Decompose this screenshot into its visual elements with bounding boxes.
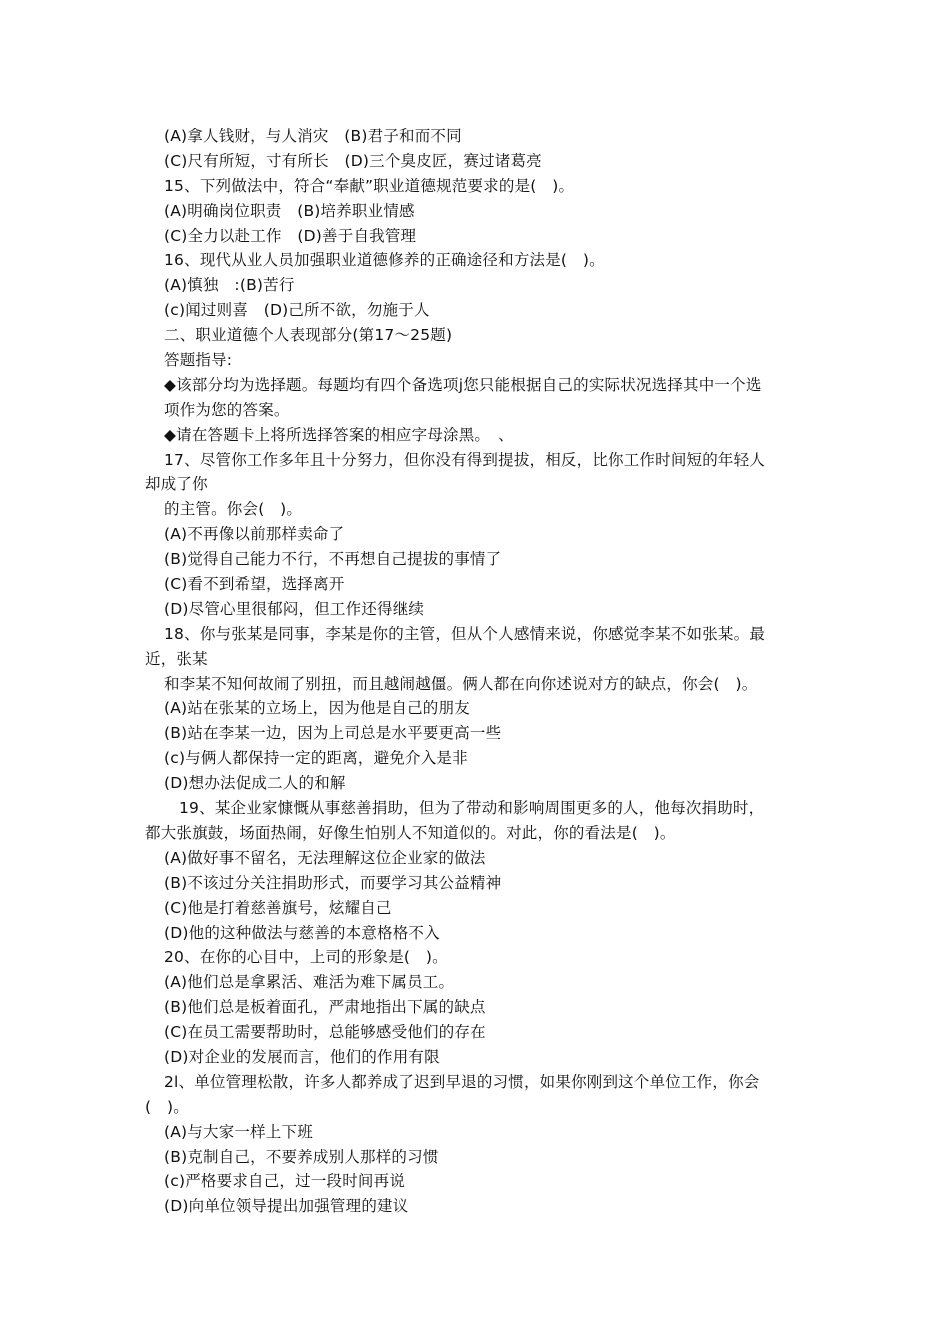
answer-line: (D)想办法促成二人的和解 [164, 774, 346, 793]
answer-line: (c)闻过则喜 (D)己所不欲，勿施于人 [164, 301, 430, 320]
answer-line: (B)站在李某一边，因为上司总是水平要更高一些 [164, 724, 502, 743]
question-17-cont: 的主管。你会( )。 [164, 500, 303, 519]
instruction-line: ◆该部分均为选择题。每题均有四个备选项j您只能根据自己的实际状况选择其中一个选 [164, 375, 762, 394]
answer-line: (D)向单位领导提出加强管理的建议 [164, 1197, 409, 1216]
answer-line: (c)严格要求自己，过一段时间再说 [164, 1172, 406, 1191]
answer-line: (C)看不到希望，选择离开 [164, 575, 345, 594]
question-18: 18、你与张某是同事，李某是你的主管，但从个人感情来说，你感觉李某不如张某。最 [164, 624, 766, 643]
instruction-line: ◆请在答题卡上将所选择答案的相应字母涂黑。 、 [164, 425, 514, 444]
instructions-heading: 答题指导: [164, 351, 233, 370]
answer-line: (c)与俩人都保持一定的距离，避免介入是非 [164, 749, 468, 768]
answer-line: (A)站在张某的立场上，因为他是自己的朋友 [164, 699, 470, 718]
answer-line: (A)不再像以前那样卖命了 [164, 525, 345, 544]
answer-line: (A)慎独 :(B)苦行 [164, 276, 295, 295]
question-15: 15、下列做法中，符合“奉献”职业道德规范要求的是( )。 [164, 176, 575, 195]
answer-line: (C)全力以赴工作 (D)善于自我管理 [164, 226, 417, 245]
answer-line: (D)他的这种做法与慈善的本意格格不入 [164, 923, 440, 942]
question-21-cont: ( )。 [145, 1097, 189, 1116]
answer-line: (C)他是打着慈善旗号，炫耀自己 [164, 898, 392, 917]
instruction-line: 项作为您的答案。 [164, 400, 290, 419]
section-heading: 二、职业道德个人表现部分(第17～25题) [164, 326, 453, 345]
answer-line: (C)在员工需要帮助时，总能够感受他们的存在 [164, 1023, 486, 1042]
question-17: 17、尽管你工作多年且十分努力，但你没有得到提拔，相反，比你工作时间短的年轻人 [164, 450, 766, 469]
question-20: 20、在你的心目中，上司的形象是( )。 [164, 948, 448, 967]
answer-line: (B)不该过分关注捐助形式，而要学习其公益精神 [164, 873, 502, 892]
question-16: 16、现代从业人员加强职业道德修养的正确途径和方法是( )。 [164, 251, 605, 270]
answer-line: (C)尺有所短，寸有所长 (D)三个臭皮匠，赛过诸葛亮 [164, 151, 542, 170]
question-19-cont: 都大张旗鼓，场面热闹，好像生怕别人不知道似的。对此，你的看法是( )。 [145, 823, 676, 842]
question-19: 19、某企业家慷慨从事慈善捐助，但为了带动和影响周围更多的人，他每次捐助时， [179, 799, 765, 818]
answer-line: (A)与大家一样上下班 [164, 1122, 313, 1141]
question-18-cont: 和李某不知何故闹了别扭，而且越闹越僵。俩人都在向你述说对方的缺点，你会( )。 [164, 674, 758, 693]
answer-line: (A)做好事不留名，无法理解这位企业家的做法 [164, 848, 486, 867]
answer-line: (B)他们总是板着面孔，严肃地指出下属的缺点 [164, 998, 486, 1017]
answer-line: (A)他们总是拿累活、难活为难下属员工。 [164, 973, 455, 992]
document-body [145, 124, 810, 1219]
answer-line: (A)拿人钱财，与人消灾 (B)君子和而不同 [164, 127, 462, 145]
answer-line: (B)克制自己，不要养成别人那样的习惯 [164, 1147, 439, 1166]
answer-line: (B)觉得自己能力不行，不再想自己提拔的事情了 [164, 550, 502, 569]
question-18-cont: 近，张某 [145, 649, 208, 668]
answer-line: (D)尽管心里很郁闷，但工作还得继续 [164, 599, 425, 618]
answer-line: (A)明确岗位职责 (B)培养职业情感 [164, 201, 415, 220]
answer-line: (D)对企业的发展而言，他们的作用有限 [164, 1047, 440, 1066]
question-21: 2l、单位管理松散，许多人都养成了迟到早退的习惯，如果你刚到这个单位工作，你会 [164, 1072, 760, 1091]
question-17-cont: 却成了你 [145, 475, 208, 494]
